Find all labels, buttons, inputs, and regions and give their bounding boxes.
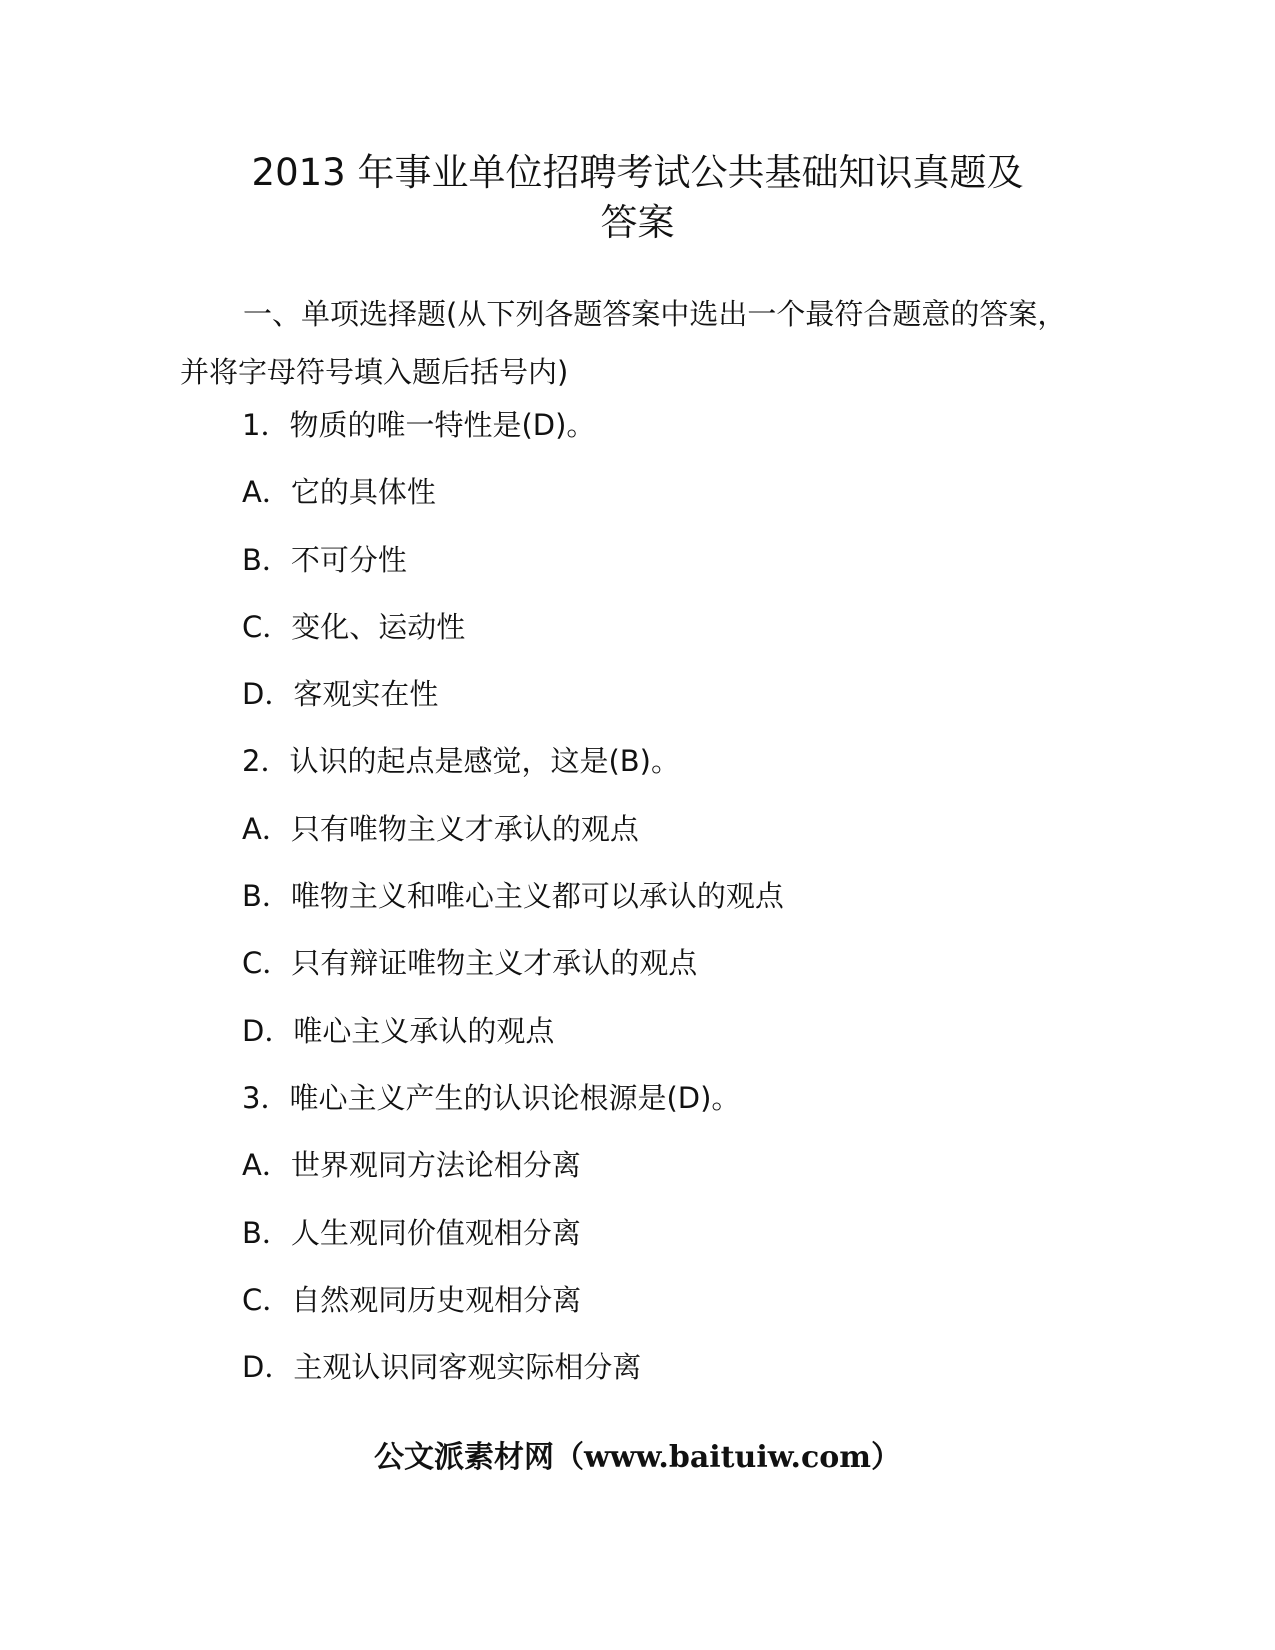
- question-3-option-b: B．人生观同价值观相分离: [242, 1215, 581, 1250]
- question-1-option-b: B．不可分性: [242, 542, 407, 577]
- question-3: 3．唯心主义产生的认识论根源是(D)。: [242, 1080, 741, 1115]
- question-2: 2．认识的起点是感觉，这是(B)。: [242, 744, 680, 779]
- title-line-2: 答案: [600, 201, 675, 244]
- question-1-option-c: C．变化、运动性: [242, 609, 466, 644]
- section-heading: 一、单项选择题(从下列各题答案中选出一个最符合题意的答案，并将字母符号填入题后括号内): [180, 297, 1067, 389]
- question-3-option-d: D．主观认识同客观实际相分离: [242, 1350, 642, 1385]
- question-2-option-c: C．只有辩证唯物主义才承认的观点: [242, 946, 698, 981]
- question-3-option-c: C．自然观同历史观相分离: [242, 1282, 582, 1317]
- question-1-option-a: A．它的具体性: [242, 475, 436, 510]
- question-3-option-a: A．世界观同方法论相分离: [242, 1148, 581, 1183]
- document-title: [180, 148, 1095, 248]
- question-2-option-a: A．只有唯物主义才承认的观点: [242, 811, 639, 846]
- page-footer: 公文派素材网（www.baituiw.com）: [373, 1440, 902, 1475]
- question-list: [242, 392, 784, 1401]
- question-2-option-d: D．唯心主义承认的观点: [242, 1013, 555, 1048]
- question-2-option-b: B．唯物主义和唯心主义都可以承认的观点: [242, 879, 784, 914]
- title-line-1: 2013 年事业单位招聘考试公共基础知识真题及: [251, 151, 1024, 194]
- question-1: 1．物质的唯一特性是(D)。: [242, 408, 596, 442]
- question-1-option-d: D．客观实在性: [242, 677, 439, 712]
